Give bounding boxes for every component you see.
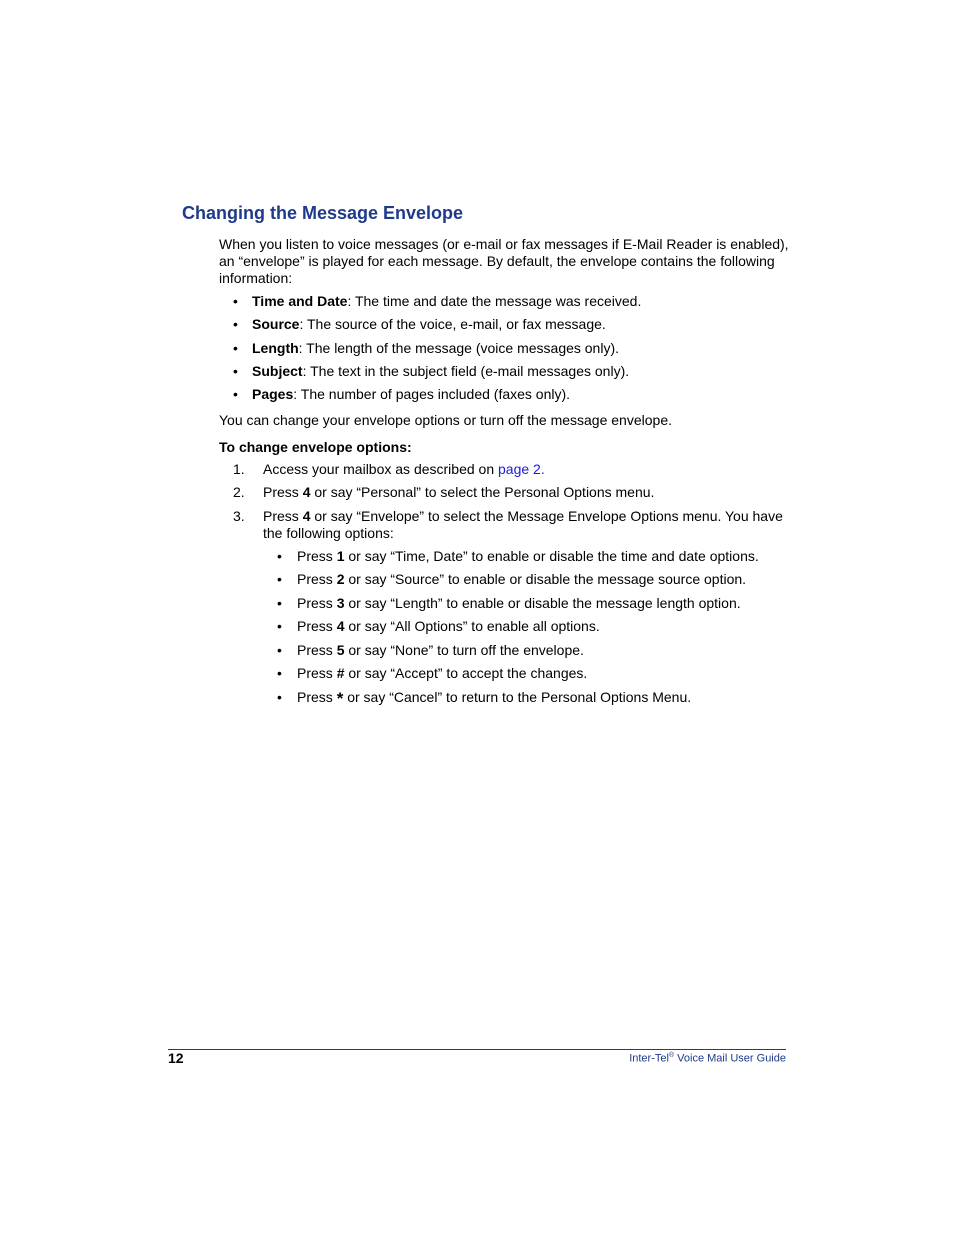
key-label: 2 xyxy=(336,571,345,588)
option-text: Press xyxy=(297,547,337,564)
option-item xyxy=(263,571,789,588)
option-text: or say “None” to turn off the envelope. xyxy=(344,641,584,658)
option-text: or say “Time, Date” to enable or disable the time and date options. xyxy=(344,547,759,564)
footer-title-rest: Voice Mail User Guide xyxy=(674,1052,786,1065)
intro-paragraph: When you listen to voice messages (or e-mail or fax messages if E-Mail Reader is enabled), an “envelope” is played for each message. By default, the envelope contains the following information: xyxy=(219,236,789,286)
step-text: Access your mailbox as described on xyxy=(263,461,498,477)
footer-divider xyxy=(168,1049,786,1050)
page-link[interactable]: page 2. xyxy=(498,461,545,477)
step-number: 2. xyxy=(233,484,245,501)
bullet-icon: • xyxy=(233,362,238,379)
registered-mark: ® xyxy=(668,1052,675,1059)
item-desc: : The text in the subject field (e-mail messages only). xyxy=(302,362,630,379)
list-item xyxy=(219,363,789,380)
option-item xyxy=(263,665,789,682)
bullet-icon: • xyxy=(233,316,238,333)
list-item xyxy=(219,340,789,357)
key-label: 3 xyxy=(336,594,345,611)
option-item xyxy=(263,618,789,635)
item-term: Length xyxy=(252,339,299,356)
option-text: Press xyxy=(297,641,337,658)
bullet-icon: • xyxy=(233,339,238,356)
page-number: 12 xyxy=(168,1050,184,1066)
change-note: You can change your envelope options or turn off the message envelope. xyxy=(219,412,672,428)
list-item xyxy=(219,293,789,310)
option-text: Press xyxy=(297,618,337,635)
steps-list xyxy=(219,461,789,712)
bullet-icon: • xyxy=(277,618,282,635)
footer-title xyxy=(629,1052,786,1065)
bullet-icon: • xyxy=(277,688,282,705)
key-label: 4 xyxy=(302,507,311,524)
item-term: Time and Date xyxy=(252,293,348,309)
item-desc: : The source of the voice, e-mail, or fax message. xyxy=(299,316,606,333)
step-item xyxy=(219,484,789,501)
item-term: Pages xyxy=(252,386,294,403)
step-item xyxy=(219,508,789,706)
step-number: 3. xyxy=(233,507,245,524)
envelope-items-list xyxy=(219,293,789,409)
option-text: or say “Accept” to accept the changes. xyxy=(344,665,588,682)
bullet-icon: • xyxy=(277,665,282,682)
item-desc: : The length of the message (voice messages only). xyxy=(298,339,620,356)
list-item xyxy=(219,316,789,333)
item-term: Subject xyxy=(252,362,303,379)
key-label: 4 xyxy=(336,618,345,635)
option-text: or say “All Options” to enable all options. xyxy=(344,618,600,635)
step-text: Press xyxy=(263,484,303,501)
item-desc: : The time and date the message was received. xyxy=(347,293,642,309)
option-text: or say “Source” to enable or disable the message source option. xyxy=(344,571,747,588)
option-item xyxy=(263,548,789,565)
option-text: Press xyxy=(297,665,337,682)
step-text: or say “Envelope” to select the Message Envelope Options menu. You have the following options: xyxy=(263,507,783,541)
bullet-icon: • xyxy=(233,386,238,403)
option-text: or say “Length” to enable or disable the message length option. xyxy=(344,594,741,611)
bullet-icon: • xyxy=(233,293,238,309)
item-desc: : The number of pages included (faxes only). xyxy=(293,386,571,403)
envelope-options-list xyxy=(263,548,789,706)
step-item xyxy=(219,461,789,478)
list-item xyxy=(219,386,789,403)
option-text: Press xyxy=(297,571,337,588)
option-item xyxy=(263,642,789,659)
option-text: or say “Cancel” to return to the Personal Options Menu. xyxy=(343,688,692,705)
key-label: 4 xyxy=(302,484,311,501)
bullet-icon: • xyxy=(277,641,282,658)
step-text: Press xyxy=(263,507,303,524)
option-text: Press xyxy=(297,594,337,611)
key-label: 1 xyxy=(336,547,345,564)
option-item xyxy=(263,595,789,612)
footer-title-brand: Inter-Tel xyxy=(629,1052,669,1065)
option-item xyxy=(263,689,789,706)
key-label: 5 xyxy=(336,641,345,658)
star-key-icon: * xyxy=(336,688,344,708)
step-number: 1. xyxy=(233,461,245,477)
step-text: or say “Personal” to select the Personal Options menu. xyxy=(310,484,655,501)
item-term: Source xyxy=(252,316,300,333)
bullet-icon: • xyxy=(277,594,282,611)
bullet-icon: • xyxy=(277,547,282,564)
key-label: # xyxy=(336,665,345,682)
section-heading: Changing the Message Envelope xyxy=(182,203,464,223)
procedure-title: To change envelope options: xyxy=(219,439,412,455)
bullet-icon: • xyxy=(277,571,282,588)
option-text: Press xyxy=(297,688,337,705)
